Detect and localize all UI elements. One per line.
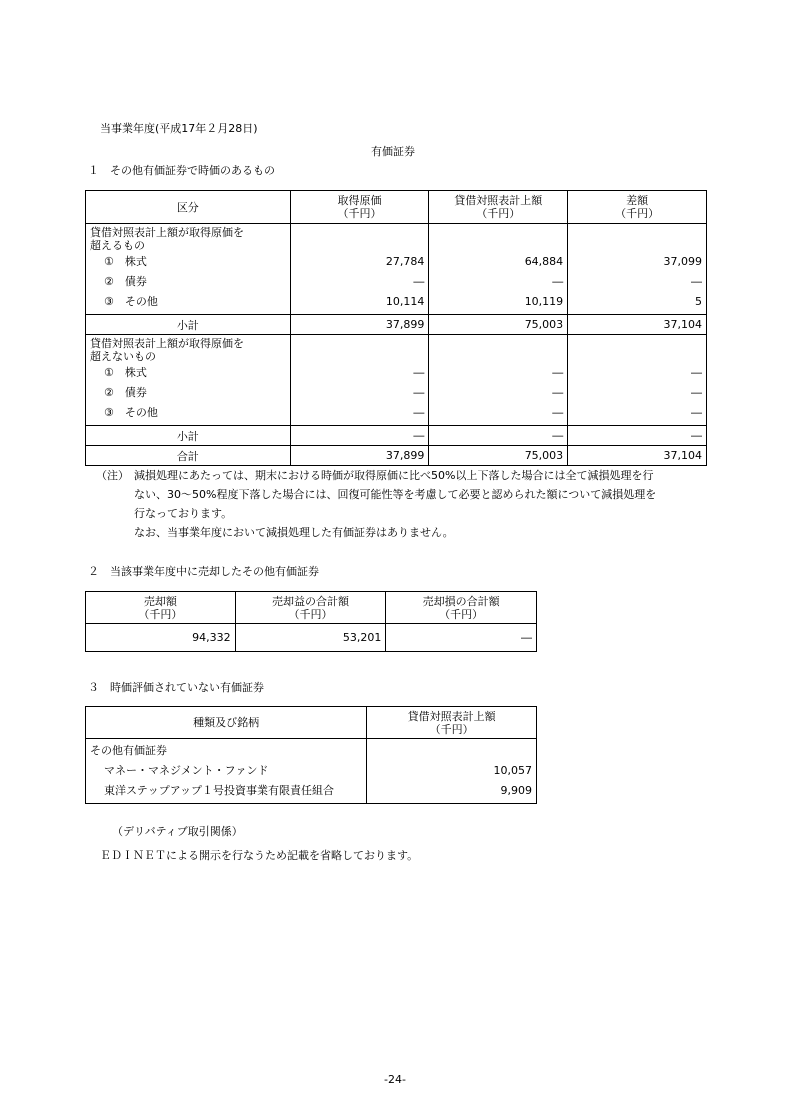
header-category: 区分 <box>86 191 291 224</box>
subtotal-row: 小計 ― ― ― <box>86 426 707 446</box>
table-row-label: ② 債券 <box>104 275 147 288</box>
period-label: 当事業年度(平成17年２月28日) <box>100 122 258 135</box>
note-line: 減損処理にあたっては、期末における時価が取得原価に比べ50%以上下落した場合には全て減損処理を行 <box>134 469 654 482</box>
header-bs-amount: 貸借対照表計上額 （千円） <box>367 707 537 739</box>
table-row-label: ③ その他 <box>104 406 158 419</box>
header-gain-total: 売却益の合計額 （千円） <box>235 592 386 624</box>
note-line: なお、当事業年度において減損処理した有価証券はありません。 <box>134 526 454 539</box>
table-row-label: ① 株式 <box>104 366 147 379</box>
header-sale-amount: 売却額 （千円） <box>86 592 236 624</box>
group-label: その他有価証券 <box>90 744 167 757</box>
group2-labels: 貸借対照表計上額が取得原価を 超えないもの ① 株式 ② 債券 ③ その他 <box>86 335 291 426</box>
securities-table <box>85 190 707 466</box>
table-row-label: ① 株式 <box>104 255 147 268</box>
group1-bs: 64,884 ― 10,119 <box>429 224 568 315</box>
unlisted-securities-table <box>85 706 537 804</box>
page-number: -24- <box>384 1073 406 1086</box>
note-mark: （注） <box>96 469 129 482</box>
header-type: 種類及び銘柄 <box>86 707 367 739</box>
table-row-label: 東洋ステップアップ１号投資事業有限責任組合 <box>104 784 335 797</box>
sales-table <box>85 591 537 652</box>
table-header-row <box>86 592 537 624</box>
section1-title: １ その他有価証券で時価のあるもの <box>88 164 275 177</box>
group1-cost: 27,784 ― 10,114 <box>290 224 429 315</box>
group1-diff: 37,099 ― 5 <box>568 224 707 315</box>
group2-bs: ― ― ― <box>429 335 568 426</box>
header-cost: 取得原価 （千円） <box>290 191 429 224</box>
group2-block <box>86 335 707 426</box>
group2-cost: ― ― ― <box>290 335 429 426</box>
table-header-row <box>86 707 537 739</box>
table-row: 94,332 53,201 ― <box>86 624 537 652</box>
total-row: 合計 37,899 75,003 37,104 <box>86 446 707 466</box>
note-line: ない、30～50%程度下落した場合には、回復可能性等を考慮して必要と認められた額について減損処理を <box>134 488 657 501</box>
note-line: 行なっております。 <box>134 507 233 520</box>
group2-diff: ― ― ― <box>568 335 707 426</box>
group1-labels: 貸借対照表計上額が取得原価を 超えるもの ① 株式 ② 債券 ③ その他 <box>86 224 291 315</box>
center-title: 有価証券 <box>371 145 415 158</box>
table-body <box>86 739 537 804</box>
section3-title: ３ 時価評価されていない有価証券 <box>88 681 264 694</box>
table-row-label: マネー・マネジメント・ファンド <box>104 764 269 777</box>
table-row-value: 10,057 <box>493 764 532 777</box>
table-row-label: ② 債券 <box>104 386 147 399</box>
section2-title: ２ 当該事業年度中に売却したその他有価証券 <box>88 565 319 578</box>
header-bs-amount: 貸借対照表計上額 （千円） <box>429 191 568 224</box>
header-difference: 差額 （千円） <box>568 191 707 224</box>
derivative-title: （デリバティブ取引関係） <box>112 825 243 838</box>
table-row-label: ③ その他 <box>104 295 158 308</box>
table-header-row <box>86 191 707 224</box>
header-loss-total: 売却損の合計額 （千円） <box>386 592 537 624</box>
group1-block <box>86 224 707 315</box>
subtotal-row: 小計 37,899 75,003 37,104 <box>86 315 707 335</box>
table-row-value: 9,909 <box>500 784 532 797</box>
derivative-text: ＥＤＩＮＥＴによる開示を行なうため記載を省略しております。 <box>100 849 419 862</box>
